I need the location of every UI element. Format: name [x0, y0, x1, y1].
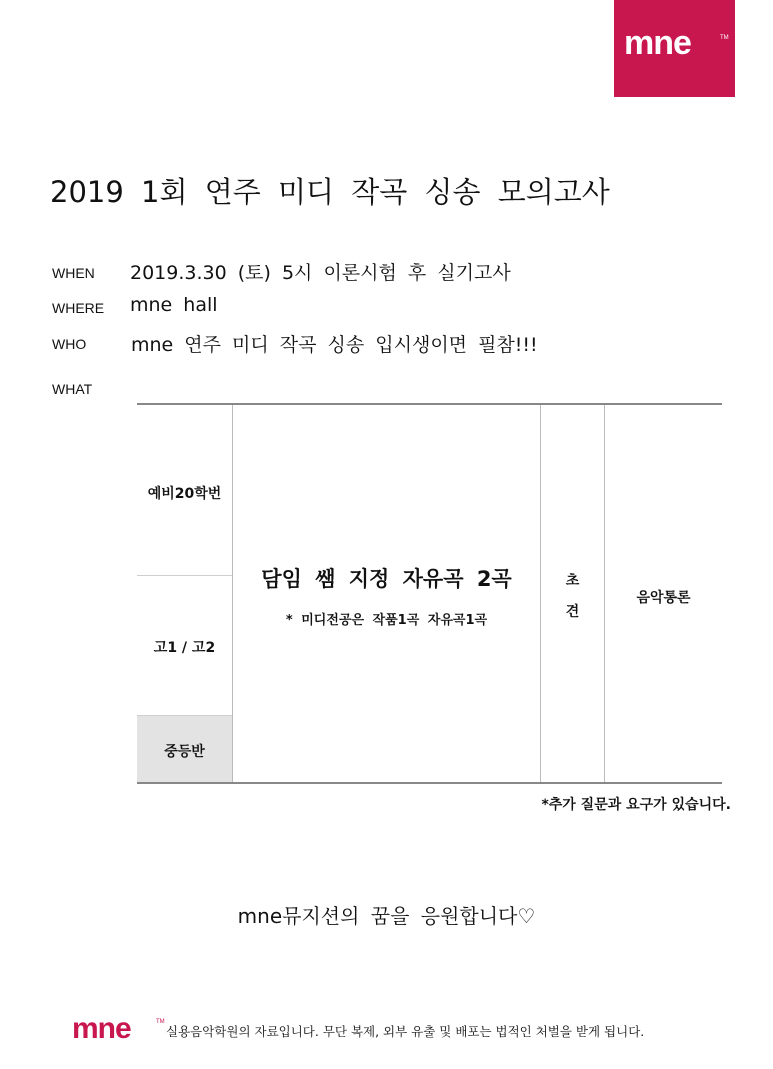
- sight-reading-char: 초: [565, 573, 580, 589]
- who-value: mne 연주 미디 작곡 싱송 입시생이면 필참!!!: [131, 334, 538, 356]
- group-high-school: 고1 / 고2: [153, 640, 216, 656]
- exam-schedule-table: [137, 403, 722, 784]
- brand-logo-box: [614, 0, 735, 97]
- where-label: WHERE: [52, 300, 105, 316]
- sight-reading-char: 견: [565, 604, 580, 620]
- when-value: 2019.3.30 (토) 5시 이론시험 후 실기고사: [130, 262, 511, 284]
- brand-logo-text: mne: [624, 24, 691, 62]
- page-title: 2019 1회 연주 미디 작곡 싱송 모의고사: [50, 175, 610, 209]
- main-assignment: 담임 쌤 지정 자유곡 2곡: [261, 567, 512, 591]
- table-top-rule: [137, 403, 722, 405]
- footer-logo: mne: [72, 1012, 131, 1045]
- theory-exam: 음악통론: [636, 590, 691, 606]
- footer-logo-tm: TM: [156, 1019, 165, 1025]
- what-label: WHAT: [52, 381, 93, 397]
- where-value: mne hall: [130, 294, 218, 316]
- row-divider: [137, 575, 232, 576]
- column-divider: [540, 405, 541, 782]
- group-middle-school: 중등반: [164, 744, 205, 760]
- slogan: mne뮤지션의 꿈을 응원합니다♡: [237, 904, 536, 928]
- brand-logo-tm: TM: [720, 35, 729, 41]
- additional-note: *추가 질문과 요구가 있습니다.: [541, 797, 731, 813]
- when-label: WHEN: [52, 265, 95, 281]
- main-assignment-note: * 미디전공은 작품1곡 자유곡1곡: [285, 613, 488, 628]
- table-bottom-rule: [137, 782, 722, 784]
- group-prep-20: 예비20학번: [147, 486, 222, 502]
- column-divider: [232, 405, 233, 782]
- copyright-notice: 실용음악학원의 자료입니다. 무단 복제, 외부 유출 및 배포는 법적인 처벌을 받게 됩니다.: [166, 1024, 645, 1039]
- who-label: WHO: [52, 336, 87, 352]
